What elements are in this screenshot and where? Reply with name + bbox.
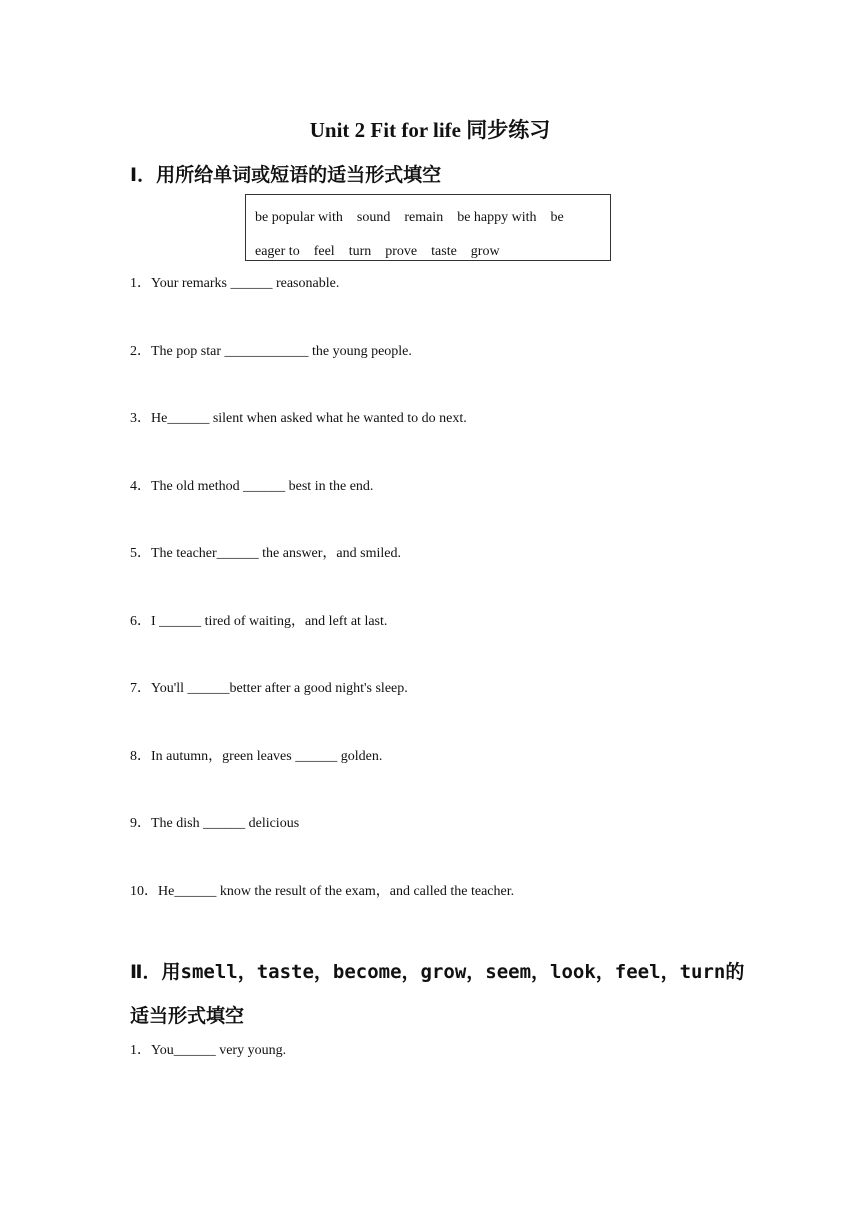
section-2-heading-words: smell，taste，become，grow，seem，look，feel，turn bbox=[180, 961, 726, 983]
page-title: Unit 2 Fit for life 同步练习 bbox=[309, 118, 551, 142]
word-bank-item: sound bbox=[356, 210, 391, 225]
section-2-heading-suffix: 的适当形式填空 bbox=[130, 961, 745, 1027]
word-bank-item: feel bbox=[313, 244, 335, 259]
question-4: 4．The old method ______ best in the end. bbox=[130, 479, 374, 494]
word-bank-item: remain bbox=[404, 210, 444, 225]
word-bank bbox=[245, 194, 611, 261]
question-3: 3．He______ silent when asked what he wanted to do next. bbox=[130, 411, 467, 426]
word-bank-item: turn bbox=[348, 244, 372, 259]
question-7: 7．You'll ______better after a good night's sleep. bbox=[130, 681, 408, 696]
word-bank-item: be happy with bbox=[457, 210, 537, 225]
word-bank-item: be bbox=[550, 210, 564, 225]
question-6: 6．I ______ tired of waiting，and left at last. bbox=[130, 614, 388, 629]
word-bank-item: taste bbox=[431, 244, 457, 259]
question-10: 10．He______ know the result of the exam，and called the teacher. bbox=[130, 884, 515, 899]
question-9: 9．The dish ______ delicious bbox=[130, 816, 300, 831]
word-bank-item: prove bbox=[385, 244, 418, 259]
section-2-heading-prefix: Ⅱ．用 bbox=[130, 961, 181, 983]
question-8: 8．In autumn，green leaves ______ golden. bbox=[130, 749, 383, 764]
word-bank-item: grow bbox=[470, 244, 500, 259]
section-2-question-1: 1．You______ very young. bbox=[130, 1043, 287, 1058]
section-2-heading bbox=[130, 950, 750, 1038]
question-1: 1．Your remarks ______ reasonable. bbox=[130, 276, 340, 291]
section-1-heading: Ⅰ．用所给单词或短语的适当形式填空 bbox=[130, 164, 442, 186]
question-5: 5．The teacher______ the answer，and smiled. bbox=[130, 546, 401, 561]
word-bank-item: be popular with bbox=[255, 210, 343, 225]
word-bank-item: eager to bbox=[255, 244, 300, 259]
question-2: 2．The pop star ____________ the young people. bbox=[130, 344, 412, 359]
